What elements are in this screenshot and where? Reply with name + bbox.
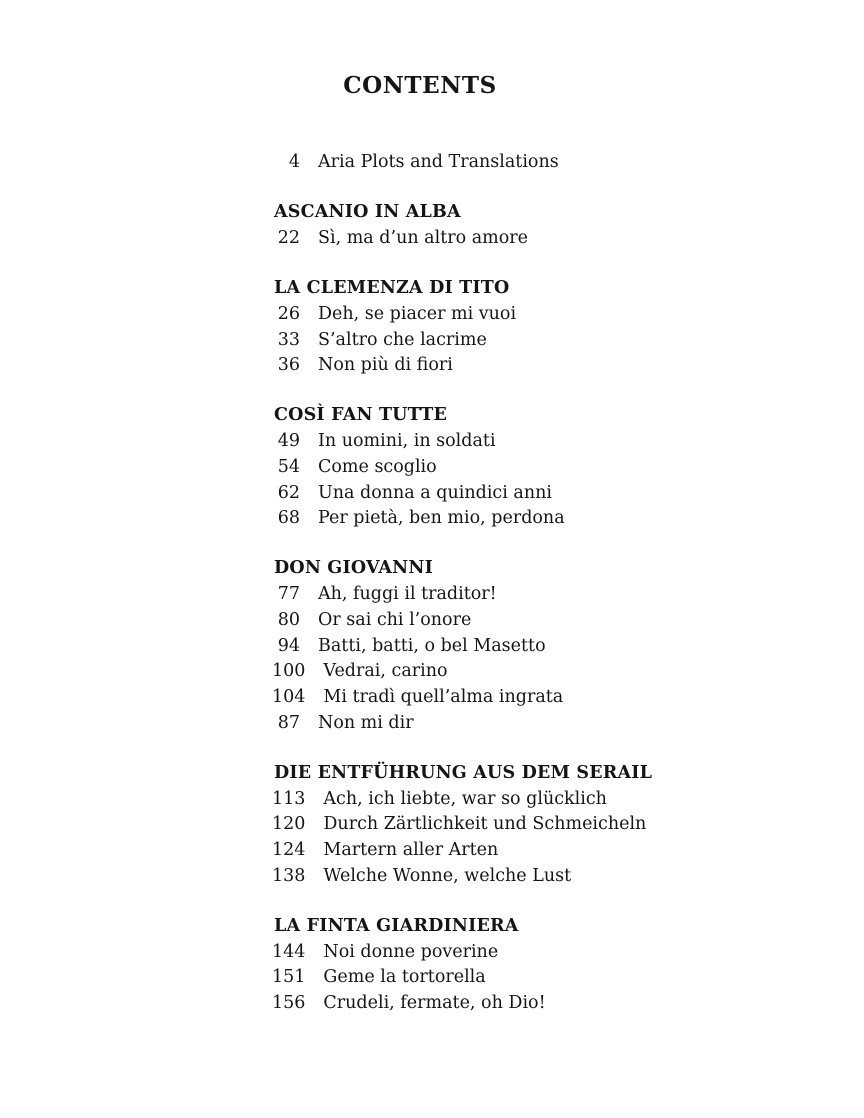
entry-page-number: 124 bbox=[272, 839, 306, 860]
toc-entry bbox=[274, 506, 864, 532]
entry-aria-title: Ah, fuggi il traditor! bbox=[318, 584, 497, 605]
entry-aria-title: Welche Wonne, welche Lust bbox=[323, 865, 572, 886]
toc-entry bbox=[274, 711, 864, 737]
toc-entry bbox=[274, 481, 864, 507]
entry-page-number: 80 bbox=[277, 609, 300, 630]
entry-aria-title: In uomini, in soldati bbox=[318, 431, 496, 452]
toc-entry bbox=[274, 965, 864, 991]
entry-aria-title: Non mi dir bbox=[318, 712, 414, 733]
toc-entry bbox=[274, 582, 864, 608]
page-title: CONTENTS bbox=[343, 72, 497, 99]
toc-entry bbox=[274, 634, 864, 660]
opera-title-heading: DON GIOVANNI bbox=[274, 558, 433, 579]
toc-sections bbox=[274, 200, 864, 1016]
entry-page-number: 113 bbox=[272, 788, 306, 809]
toc-entry bbox=[274, 226, 864, 252]
toc-section bbox=[274, 403, 864, 532]
toc-entry bbox=[274, 685, 864, 711]
entry-page-number: 4 bbox=[288, 152, 300, 172]
entry-aria-title: Sì, ma d’un altro amore bbox=[318, 227, 528, 248]
entry-page-number: 138 bbox=[272, 865, 306, 886]
entry-aria-title: Batti, batti, o bel Masetto bbox=[318, 635, 546, 656]
entry-page-number: 94 bbox=[277, 635, 300, 656]
entry-aria-title: Vedrai, carino bbox=[323, 661, 448, 682]
toc-section bbox=[274, 556, 864, 736]
entry-aria-title: Non più di fiori bbox=[318, 355, 453, 376]
entry-page-number: 62 bbox=[277, 482, 300, 503]
entry-page-number: 156 bbox=[272, 992, 306, 1013]
toc-entry bbox=[274, 302, 864, 328]
toc-entry bbox=[274, 940, 864, 966]
entry-aria-title: Martern aller Arten bbox=[323, 839, 499, 860]
entry-page-number: 87 bbox=[277, 712, 300, 733]
entry-aria-title: Geme la tortorella bbox=[323, 967, 486, 988]
entry-aria-title: Deh, se piacer mi vuoi bbox=[318, 303, 517, 324]
entry-aria-title: S’altro che lacrime bbox=[318, 329, 487, 350]
title-area bbox=[0, 0, 840, 99]
entry-aria-title: Or sai chi l’onore bbox=[318, 609, 472, 630]
toc-entry bbox=[274, 150, 864, 176]
entry-page-number: 120 bbox=[272, 814, 306, 835]
entry-aria-title: Come scoglio bbox=[318, 456, 437, 477]
entry-aria-title: Una donna a quindici anni bbox=[318, 482, 552, 503]
table-of-contents bbox=[274, 150, 864, 1017]
toc-entry bbox=[274, 864, 864, 890]
entry-page-number: 36 bbox=[277, 355, 300, 376]
entry-page-number: 100 bbox=[272, 661, 306, 682]
opera-title-heading: LA FINTA GIARDINIERA bbox=[274, 915, 519, 936]
toc-entry bbox=[274, 991, 864, 1017]
toc-entry bbox=[274, 608, 864, 634]
opera-title-heading: COSÌ FAN TUTTE bbox=[274, 405, 447, 426]
entry-page-number: 26 bbox=[277, 303, 300, 324]
entry-page-number: 104 bbox=[272, 686, 306, 707]
opera-title-heading: DIE ENTFÜHRUNG AUS DEM SERAIL bbox=[274, 762, 653, 783]
toc-entry bbox=[274, 353, 864, 379]
entry-aria-title: Per pietà, ben mio, perdona bbox=[318, 508, 565, 529]
entry-aria-title: Durch Zärtlichkeit und Schmeicheln bbox=[323, 814, 647, 835]
entry-aria-title: Crudeli, fermate, oh Dio! bbox=[323, 992, 546, 1013]
toc-entry bbox=[274, 429, 864, 455]
toc-entry bbox=[274, 838, 864, 864]
entry-page-number: 22 bbox=[277, 227, 300, 248]
opera-title-heading: ASCANIO IN ALBA bbox=[274, 202, 461, 223]
opera-title-heading: LA CLEMENZA DI TITO bbox=[274, 278, 510, 299]
toc-section bbox=[274, 914, 864, 1017]
toc-entry bbox=[274, 328, 864, 354]
entry-page-number: 49 bbox=[277, 431, 300, 452]
entry-title: Aria Plots and Translations bbox=[318, 152, 559, 172]
entry-page-number: 54 bbox=[277, 456, 300, 477]
entry-page-number: 33 bbox=[277, 329, 300, 350]
toc-entry bbox=[274, 455, 864, 481]
entry-page-number: 68 bbox=[277, 508, 300, 529]
entry-aria-title: Noi donne poverine bbox=[323, 941, 499, 962]
toc-entry bbox=[274, 787, 864, 813]
toc-entry bbox=[274, 812, 864, 838]
entry-page-number: 77 bbox=[277, 584, 300, 605]
toc-section bbox=[274, 761, 864, 890]
toc-section bbox=[274, 276, 864, 379]
toc-entry bbox=[274, 659, 864, 685]
entry-aria-title: Ach, ich liebte, war so glücklich bbox=[323, 788, 607, 809]
entry-page-number: 144 bbox=[272, 941, 306, 962]
toc-section bbox=[274, 200, 864, 251]
entry-page-number: 151 bbox=[272, 967, 306, 988]
entry-aria-title: Mi tradì quell’alma ingrata bbox=[323, 686, 564, 707]
